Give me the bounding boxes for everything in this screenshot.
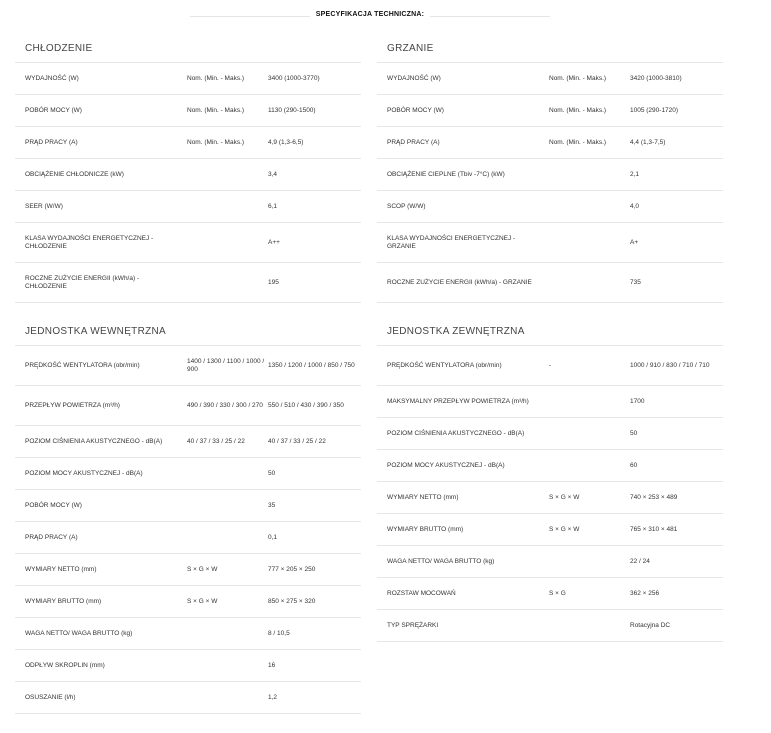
spec-label: SEER (W/W) [25, 202, 63, 210]
title-divider-right [430, 16, 550, 17]
spec-label: PRĄD PRACY (A) [25, 138, 78, 146]
spec-label: PRZEPŁYW POWIETRZA (m³/h) [25, 401, 120, 409]
section-chlodzenie [15, 35, 361, 303]
spec-value: 195 [268, 278, 279, 286]
section-title: JEDNOSTKA WEWNĘTRZNA [25, 326, 167, 337]
section-jednostka-zewnetrzna [377, 318, 723, 642]
spec-row [15, 522, 361, 554]
spec-label: PRĘDKOŚĆ WENTYLATORA (obr/min) [387, 361, 502, 369]
spec-condition [549, 191, 629, 222]
spec-value: 2,1 [630, 170, 640, 178]
spec-row [15, 159, 361, 191]
spec-condition: S × G × W [187, 565, 218, 573]
spec-row [377, 610, 723, 642]
spec-condition [187, 191, 267, 222]
spec-label: ODPŁYW SKROPLIN (mm) [25, 661, 105, 669]
spec-label: POZIOM CIŚNIENIA AKUSTYCZNEGO - dB(A) [387, 429, 525, 437]
spec-value: 40 / 37 / 33 / 25 / 22 [268, 437, 326, 445]
spec-condition [187, 458, 267, 489]
spec-value: 1350 / 1200 / 1000 / 850 / 750 [268, 361, 355, 369]
spec-table [377, 62, 723, 303]
spec-condition: S × G × W [549, 493, 580, 501]
spec-row [15, 95, 361, 127]
section-title: GRZANIE [387, 43, 434, 54]
spec-value: 50 [630, 429, 638, 437]
spec-condition [549, 263, 629, 302]
spec-row [377, 386, 723, 418]
spec-condition: Nom. (Min. - Maks.) [187, 74, 245, 82]
spec-label: OBCIĄŻENIE CHŁODNICZE (kW) [25, 170, 124, 178]
section-jednostka-wewnetrzna [15, 318, 361, 714]
spec-value: 0,1 [268, 533, 278, 541]
spec-condition [187, 490, 267, 521]
spec-row [15, 554, 361, 586]
spec-table [15, 62, 361, 303]
spec-label: POBÓR MOCY (W) [387, 106, 444, 114]
spec-label: ROZSTAW MOCOWAŃ [387, 589, 456, 597]
spec-row [377, 418, 723, 450]
spec-value: Rotacyjna DC [630, 621, 671, 629]
spec-row [15, 682, 361, 714]
spec-label: WYMIARY BRUTTO (mm) [25, 597, 102, 605]
spec-label: PRĘDKOŚĆ WENTYLATORA (obr/min) [25, 361, 140, 369]
spec-row [377, 263, 723, 303]
spec-row [377, 95, 723, 127]
spec-label: OSUSZANIE (l/h) [25, 693, 76, 701]
spec-value: 4,4 (1,3-7,5) [630, 138, 666, 146]
spec-value: 735 [630, 278, 641, 286]
spec-value: 3400 (1000-3770) [268, 74, 320, 82]
spec-label: OBCIĄŻENIE CIEPLNE (Tbiv -7°C) (kW) [387, 170, 505, 178]
spec-condition [549, 386, 629, 417]
spec-condition [549, 546, 629, 577]
spec-label: KLASA WYDAJNOŚCI ENERGETYCZNEJ - CHŁODZENIE [25, 234, 154, 250]
spec-row [15, 263, 361, 303]
spec-condition: Nom. (Min. - Maks.) [549, 74, 607, 82]
spec-value: 777 × 205 × 250 [268, 565, 316, 573]
spec-label: POZIOM MOCY AKUSTYCZNEJ - dB(A) [25, 469, 143, 477]
spec-condition: Nom. (Min. - Maks.) [549, 138, 607, 146]
spec-row [15, 127, 361, 159]
spec-value: 4,9 (1,3-6,5) [268, 138, 304, 146]
spec-label: WYMIARY NETTO (mm) [25, 565, 97, 573]
spec-row [15, 618, 361, 650]
spec-value: 550 / 510 / 430 / 390 / 350 [268, 401, 344, 409]
spec-condition [549, 450, 629, 481]
spec-value: 60 [630, 461, 638, 469]
spec-row [15, 650, 361, 682]
title-divider-left [190, 16, 310, 17]
spec-row [377, 223, 723, 263]
spec-label: MAKSYMALNY PRZEPŁYW POWIETRZA (m³/h) [387, 397, 529, 405]
spec-value: 1700 [630, 397, 645, 405]
spec-row [377, 346, 723, 386]
spec-condition [549, 223, 629, 262]
spec-label: WYMIARY NETTO (mm) [387, 493, 459, 501]
spec-condition [549, 418, 629, 449]
spec-condition: - [549, 361, 552, 369]
spec-label: WYDAJNOŚĆ (W) [25, 74, 79, 82]
spec-table [377, 345, 723, 642]
spec-value: A++ [268, 238, 280, 246]
spec-condition [187, 159, 267, 190]
spec-row [377, 159, 723, 191]
spec-condition [187, 263, 267, 302]
spec-row [15, 426, 361, 458]
spec-condition [187, 618, 267, 649]
spec-row [377, 546, 723, 578]
spec-label: POZIOM CIŚNIENIA AKUSTYCZNEGO - dB(A) [25, 437, 163, 445]
spec-row [15, 386, 361, 426]
spec-condition: 1400 / 1300 / 1100 / 1000 / 900 [187, 357, 265, 373]
spec-row [15, 223, 361, 263]
spec-value: 22 / 24 [630, 557, 650, 565]
spec-value: 8 / 10,5 [268, 629, 290, 637]
spec-condition [187, 682, 267, 713]
spec-condition [549, 159, 629, 190]
spec-condition [187, 522, 267, 553]
spec-row [377, 191, 723, 223]
spec-label: POBÓR MOCY (W) [25, 106, 82, 114]
spec-condition [187, 223, 267, 262]
spec-condition: Nom. (Min. - Maks.) [549, 106, 607, 114]
spec-value: 6,1 [268, 202, 278, 210]
spec-row [377, 514, 723, 546]
spec-value: 765 × 310 × 481 [630, 525, 678, 533]
spec-condition: 490 / 390 / 330 / 300 / 270 [187, 401, 263, 409]
spec-value: 3420 (1000-3810) [630, 74, 682, 82]
spec-value: 4,0 [630, 202, 640, 210]
spec-value: 50 [268, 469, 276, 477]
spec-table [15, 345, 361, 714]
spec-label: PRĄD PRACY (A) [387, 138, 440, 146]
spec-value: 1130 (290-1500) [268, 106, 316, 114]
spec-value: 362 × 256 [630, 589, 660, 597]
spec-value: 1,2 [268, 693, 278, 701]
spec-row [377, 578, 723, 610]
spec-condition: 40 / 37 / 33 / 25 / 22 [187, 437, 245, 445]
spec-row [377, 63, 723, 95]
spec-value: 1005 (290-1720) [630, 106, 679, 114]
spec-label: WYDAJNOŚĆ (W) [387, 74, 441, 82]
spec-row [15, 490, 361, 522]
spec-label: TYP SPRĘŻARKI [387, 621, 439, 629]
section-title: JEDNOSTKA ZEWNĘTRZNA [387, 326, 525, 337]
spec-label: KLASA WYDAJNOŚCI ENERGETYCZNEJ - GRZANIE [387, 234, 516, 250]
spec-row [15, 586, 361, 618]
spec-condition: Nom. (Min. - Maks.) [187, 138, 245, 146]
spec-condition: S × G × W [549, 525, 580, 533]
spec-value: 35 [268, 501, 276, 509]
spec-row [377, 127, 723, 159]
spec-label: ROCZNE ZUŻYCIE ENERGII (kWh/a) - CHŁODZENIE [25, 274, 140, 290]
spec-row [15, 458, 361, 490]
spec-condition: S × G [549, 589, 566, 597]
section-title: CHŁODZENIE [25, 43, 93, 54]
spec-label: WYMIARY BRUTTO (mm) [387, 525, 464, 533]
spec-condition: Nom. (Min. - Maks.) [187, 106, 245, 114]
spec-condition [187, 650, 267, 681]
spec-value: 850 × 275 × 320 [268, 597, 316, 605]
spec-condition [549, 610, 629, 641]
spec-value: 3,4 [268, 170, 278, 178]
spec-label: POBÓR MOCY (W) [25, 501, 82, 509]
spec-row [15, 346, 361, 386]
spec-value: 16 [268, 661, 276, 669]
spec-value: 740 × 253 × 489 [630, 493, 678, 501]
page-title: SPECYFIKACJA TECHNICZNA: [315, 11, 425, 18]
section-grzanie [377, 35, 723, 303]
spec-row [15, 191, 361, 223]
spec-row [15, 63, 361, 95]
spec-label: SCOP (W/W) [387, 202, 426, 210]
spec-condition: S × G × W [187, 597, 218, 605]
spec-label: ROCZNE ZUŻYCIE ENERGII (kWh/a) - GRZANIE [387, 278, 532, 286]
spec-label: WAGA NETTO/ WAGA BRUTTO (kg) [387, 557, 495, 565]
spec-label: POZIOM MOCY AKUSTYCZNEJ - dB(A) [387, 461, 505, 469]
spec-value: A+ [630, 238, 639, 246]
spec-row [377, 450, 723, 482]
spec-label: PRĄD PRACY (A) [25, 533, 78, 541]
spec-value: 1000 / 910 / 830 / 710 / 710 [630, 361, 710, 369]
spec-row [377, 482, 723, 514]
spec-label: WAGA NETTO/ WAGA BRUTTO (kg) [25, 629, 133, 637]
